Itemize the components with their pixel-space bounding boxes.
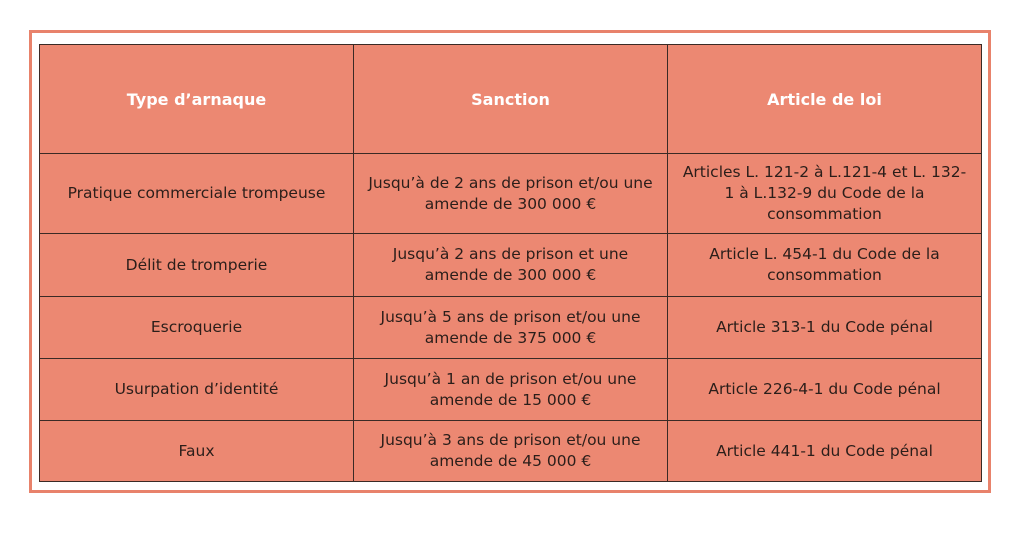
sanctions-table	[39, 44, 982, 482]
cell-sanction: Jusqu’à 2 ans de prison et une amende de 300 000 €	[354, 234, 668, 297]
table-row	[40, 154, 982, 234]
cell-article: Articles L. 121-2 à L.121-4 et L. 132-1 à L.132-9 du Code de la consommation	[668, 154, 982, 234]
cell-type: Délit de tromperie	[40, 234, 354, 297]
cell-sanction: Jusqu’à de 2 ans de prison et/ou une amende de 300 000 €	[354, 154, 668, 234]
cell-type: Pratique commerciale trompeuse	[40, 154, 354, 234]
cell-article: Article L. 454-1 du Code de la consommation	[668, 234, 982, 297]
table-row	[40, 421, 982, 482]
cell-type: Usurpation d’identité	[40, 359, 354, 421]
header-type: Type d’arnaque	[40, 45, 354, 154]
cell-sanction: Jusqu’à 5 ans de prison et/ou une amende de 375 000 €	[354, 297, 668, 359]
cell-article: Article 226-4-1 du Code pénal	[668, 359, 982, 421]
cell-sanction: Jusqu’à 3 ans de prison et/ou une amende de 45 000 €	[354, 421, 668, 482]
cell-article: Article 313-1 du Code pénal	[668, 297, 982, 359]
cell-type: Escroquerie	[40, 297, 354, 359]
table-row	[40, 234, 982, 297]
table-row	[40, 297, 982, 359]
table-header-row	[40, 45, 982, 154]
header-sanction: Sanction	[354, 45, 668, 154]
cell-type: Faux	[40, 421, 354, 482]
cell-sanction: Jusqu’à 1 an de prison et/ou une amende de 15 000 €	[354, 359, 668, 421]
table-row	[40, 359, 982, 421]
header-article: Article de loi	[668, 45, 982, 154]
cell-article: Article 441-1 du Code pénal	[668, 421, 982, 482]
